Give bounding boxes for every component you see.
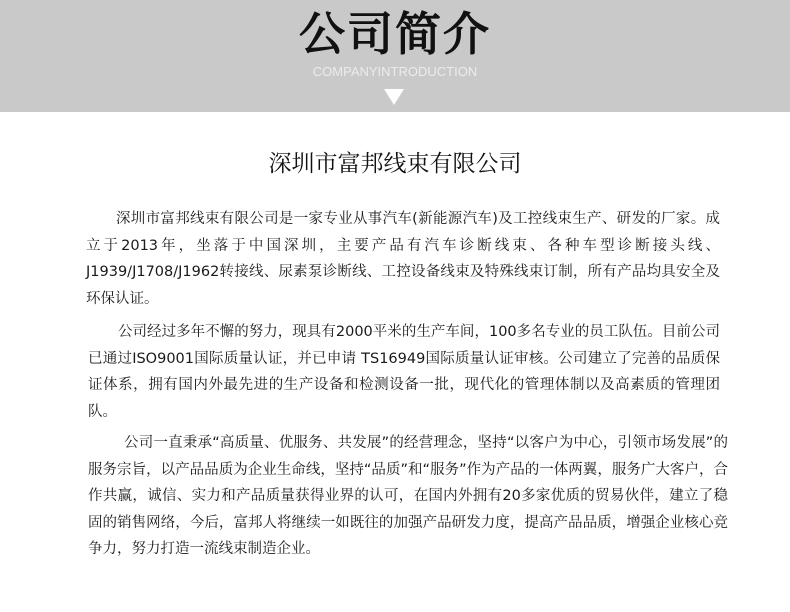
section-subtitle: COMPANYINTRODUCTION xyxy=(312,64,478,79)
section-title: 公司简介 xyxy=(299,7,491,61)
intro-paragraph-3: 公司一直秉承“高质量、优服务、共发展”的经营理念，坚持“以客户为中心，引领市场发展”的服务宗旨，以产品品质为企业生命线，坚持“品质”和“服务”作为产品的一体两翼，服务广大客户，合作共赢，诚信、实力和产品质量获得业界的认可，在国内外拥有20多家优质的贸易伙伴，建立了稳固的销售网络，今后，富邦人将继续一如既往的加强产品研发力度，提高产品品质，增强企业核心竞争力，努力打造一流线束制造企业。 xyxy=(88,435,728,557)
company-name-heading: 深圳市富邦线束有限公司 xyxy=(268,151,522,177)
header-banner xyxy=(0,0,790,112)
intro-paragraph-2: 公司经过多年不懈的努力，现具有2000平米的生产车间，100多名专业的员工队伍。目前公司已通过ISO9001国际质量认证，并已申请 TS16949国际质量认证审核。公司建立了完善的品质保证体系，拥有国内外最先进的生产设备和检测设备一批，现代化的管理体制以及高素质的管理团队。 xyxy=(88,324,720,420)
down-arrow-icon xyxy=(384,89,404,105)
intro-paragraph-1: 深圳市富邦线束有限公司是一家专业从事汽车(新能源汽车)及工控线束生产、研发的厂家。成立于2013年，坐落于中国深圳，主要产品有汽车诊断线束、各种车型诊断接头线、J1939/J1708/J1962转接线、尿素泵诊断线、工控设备线束及特殊线束订制，所有产品均具安全及环保认证。 xyxy=(86,211,720,307)
